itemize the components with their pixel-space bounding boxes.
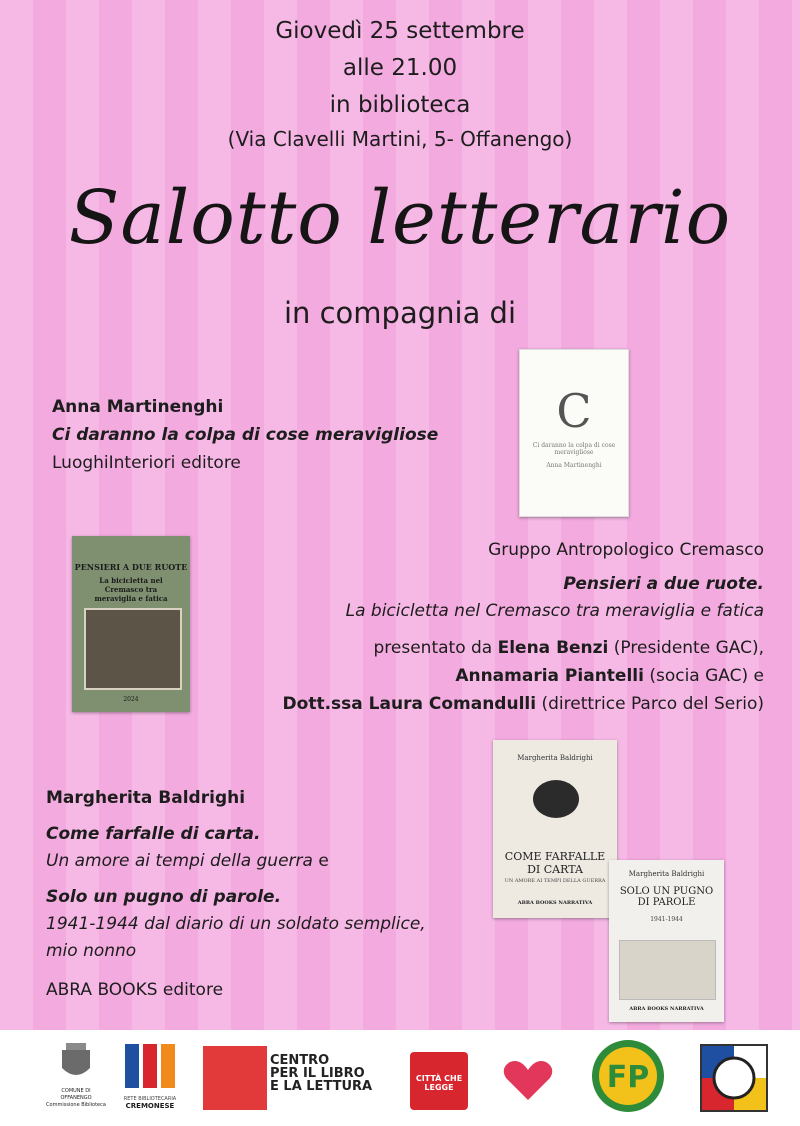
comune-logo bbox=[46, 1040, 106, 1120]
cover4-author: Margherita Baldrighi bbox=[628, 870, 705, 878]
svg-text:FP: FP bbox=[606, 1060, 650, 1095]
cover3-title: COME FARFALLE DI CARTA bbox=[504, 850, 606, 876]
event-subtitle: in compagnia di bbox=[283, 296, 517, 330]
cover3-sub: UN AMORE AI TEMPI DELLA GUERRA bbox=[504, 878, 606, 884]
cover-pensieri bbox=[72, 536, 190, 712]
guest2-book-sub: La bicicletta nel Cremasco tra meraviglia e fatica bbox=[345, 601, 764, 621]
comune-label: COMUNE DI OFFANENGO bbox=[60, 1088, 92, 1101]
fp-logo bbox=[592, 1040, 664, 1112]
cover1-letter: C bbox=[556, 384, 592, 438]
guest1-publisher: LuoghiInteriori editore bbox=[52, 453, 241, 473]
rete-line2: CREMONESE bbox=[125, 1102, 175, 1110]
presenter-1-role: (Presidente GAC), bbox=[608, 638, 764, 658]
cover1-author: Anna Martinenghi bbox=[546, 462, 602, 469]
heart-book-logo bbox=[498, 1048, 558, 1114]
gac-logo bbox=[700, 1044, 768, 1112]
cover4-years: 1941-1944 bbox=[650, 916, 683, 923]
guest3-book1: Come farfalle di carta. bbox=[46, 824, 261, 844]
guest3-book1-conj: e bbox=[312, 851, 329, 871]
event-time: alle 21.00 bbox=[342, 55, 458, 81]
event-address: (Via Clavelli Martini, 5- Offanengo) bbox=[227, 127, 573, 151]
cover2-year: 2024 bbox=[123, 696, 139, 703]
event-date: Giovedì 25 settembre bbox=[275, 18, 525, 44]
cover-come-farfalle bbox=[493, 740, 617, 918]
cepell-line1: CENTRO bbox=[270, 1053, 330, 1068]
presenter-line-1 bbox=[284, 638, 764, 658]
cepell-icon bbox=[203, 1046, 267, 1110]
guest1-author: Anna Martinenghi bbox=[52, 397, 224, 417]
cover1-title: Ci daranno la colpa di cose meravigliose bbox=[532, 442, 616, 456]
guest3-publisher: ABRA BOOKS editore bbox=[46, 980, 224, 1000]
sponsor-footer bbox=[0, 1030, 800, 1126]
presenter-3-role: (direttrice Parco del Serio) bbox=[536, 694, 764, 714]
rbc-icon bbox=[123, 1040, 177, 1092]
presenter-line-2 bbox=[284, 666, 764, 686]
guest3-author: Margherita Baldrighi bbox=[46, 788, 246, 808]
presenter-2-role: (socia GAC) e bbox=[643, 666, 764, 686]
guest3-book1-sub-line bbox=[46, 851, 329, 871]
presented-prefix: presentato da bbox=[373, 638, 498, 658]
cover2-head: PENSIERI A DUE RUOTE bbox=[74, 562, 188, 572]
cepell-line2: PER IL LIBRO bbox=[270, 1066, 365, 1081]
cover3-pub: ABRA BOOKS NARRATIVA bbox=[517, 900, 593, 906]
cover4-pub: ABRA BOOKS NARRATIVA bbox=[629, 1006, 704, 1012]
cover-ci-daranno bbox=[519, 349, 629, 517]
cover4-image bbox=[619, 940, 716, 1000]
rete-logo bbox=[118, 1040, 182, 1120]
presenter-2-name: Annamaria Piantelli bbox=[455, 666, 644, 686]
cover2-photo bbox=[84, 608, 182, 690]
guest3-book2-sub2: mio nonno bbox=[46, 941, 137, 961]
guest1-book: Ci daranno la colpa di cose meravigliose bbox=[52, 425, 439, 445]
rete-line1: RETE BIBLIOTECARIA bbox=[123, 1096, 177, 1102]
gac-icon bbox=[702, 1046, 766, 1110]
presenter-1-name: Elena Benzi bbox=[497, 638, 609, 658]
guest2-book: Pensieri a due ruote. bbox=[563, 574, 764, 594]
guest3-book2-sub1: 1941-1944 dal diario di un soldato semplice, bbox=[46, 914, 426, 934]
guest3-book2: Solo un pugno di parole. bbox=[46, 887, 282, 907]
citta-che-legge-logo: CITTÀ CHE LEGGE bbox=[410, 1052, 468, 1110]
coat-of-arms-icon bbox=[58, 1040, 94, 1084]
presenter-line-3 bbox=[204, 694, 764, 714]
butterfly-icon bbox=[533, 780, 579, 818]
cover3-author: Margherita Baldrighi bbox=[517, 754, 593, 762]
heart-icon bbox=[498, 1048, 558, 1108]
presenter-3-name: Dott.ssa Laura Comandulli bbox=[282, 694, 537, 714]
fp-icon bbox=[592, 1040, 664, 1112]
event-place: in biblioteca bbox=[329, 92, 471, 118]
cover-solo-un-pugno bbox=[609, 860, 724, 1022]
cepell-line3: E LA LETTURA bbox=[270, 1079, 373, 1094]
comune-sub: Commissione Biblioteca bbox=[46, 1102, 106, 1108]
cover4-title: SOLO UN PUGNO DI PAROLE bbox=[619, 886, 714, 908]
event-title: Salotto letterario bbox=[68, 175, 732, 261]
cover2-sub: La bicicletta nel Cremasco tra meraviglia e fatica bbox=[94, 576, 168, 603]
guest3-book1-sub: Un amore ai tempi della guerra bbox=[46, 851, 313, 871]
cepell-logo-text bbox=[270, 1054, 372, 1093]
guest2-group: Gruppo Antropologico Cremasco bbox=[488, 540, 764, 560]
